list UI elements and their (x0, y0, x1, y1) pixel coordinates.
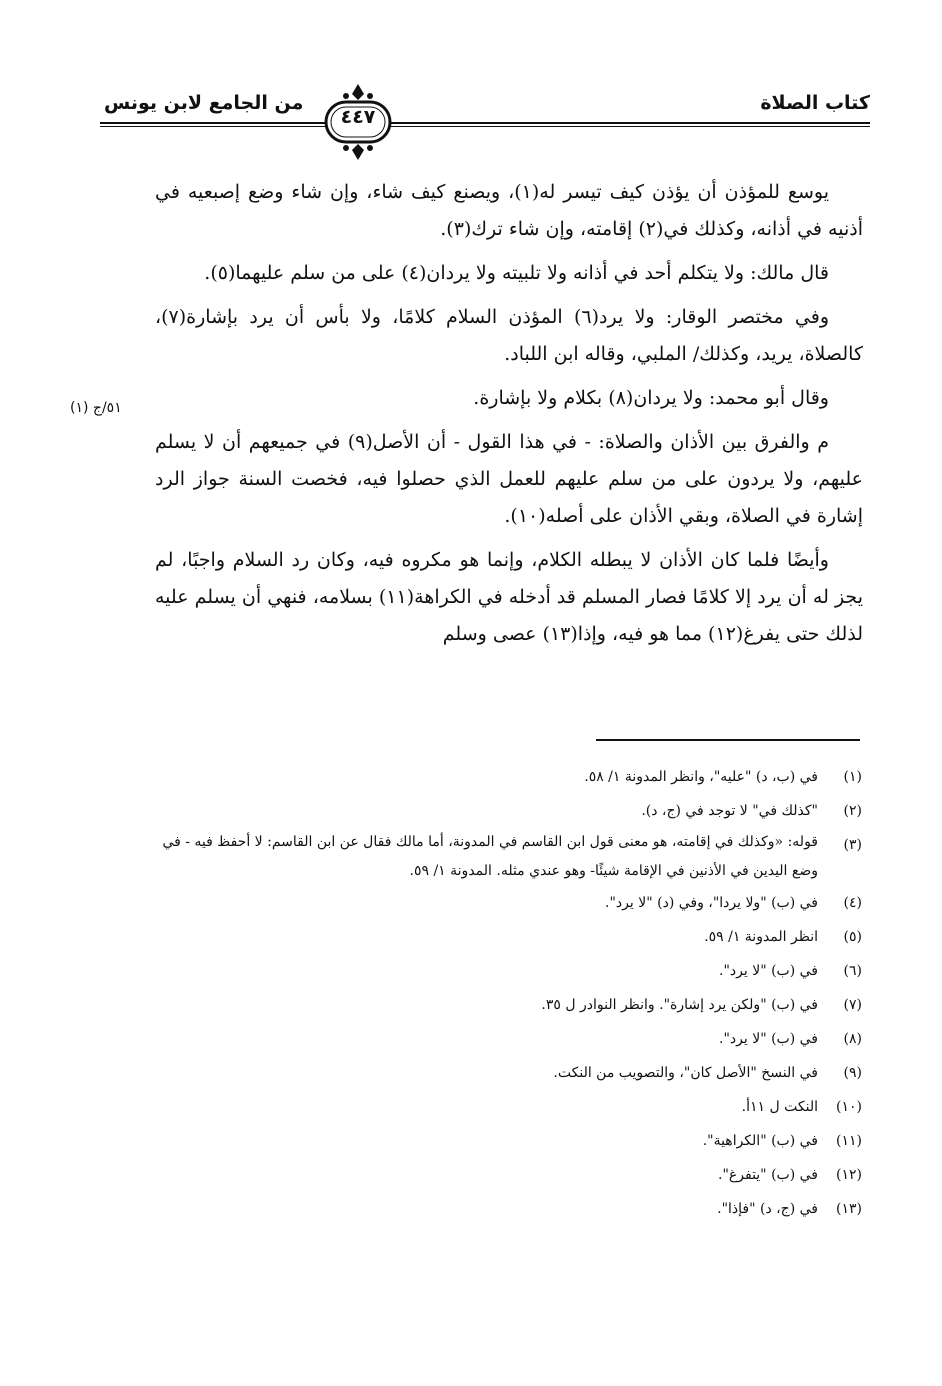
paragraph: م والفرق بين الأذان والصلاة: - في هذا القول - أن الأصل(٩) في جميعهم أن لا يسلم عليهم، ولا يردون على من سلم عليهم للعمل الذي حصلوا فيه، فخصت السنة جواز الرد إشارة في الصلاة، وبقي الأذان على أصله(١٠). (155, 431, 863, 527)
footnote-number: (١٠) (836, 1099, 862, 1115)
footnote-number: (٦) (843, 963, 862, 979)
footnote (150, 1158, 862, 1192)
paragraph: وأيضًا فلما كان الأذان لا يبطله الكلام، وإنما هو مكروه فيه، وكان رد السلام واجبًا، لم يجز له أن يرد إلا كلامًا فصار المسلم قد أدخله في الكراهة(١١) بسلامه، فنهي أن يسلم عليه لذلك حتى يفرغ(١٢) مما هو فيه، وإذا(١٣) عصى وسلم (155, 549, 863, 645)
footnote-text: في (ب، د) "عليه"، وانظر المدونة ١/ ٥٨. (584, 769, 818, 785)
footnote (150, 1192, 862, 1226)
footnote (150, 920, 862, 954)
footnote-text: في (ب) "لا يرد". (719, 1031, 818, 1047)
footnote (150, 886, 862, 920)
paragraph: وقال أبو محمد: ولا يردان(٨) بكلام ولا بإشارة. (473, 387, 829, 409)
footnote-text: في (ب) "ولكن يرد إشارة". وانظر النوادر ل ٣٥. (541, 997, 818, 1013)
header-rule (100, 122, 870, 124)
footnote-number: (٣) (843, 837, 862, 853)
header-rule-thin (100, 126, 870, 127)
footnote-text: في (ج، د) "فإذا". (717, 1201, 818, 1217)
footnote-number: (٧) (843, 997, 862, 1013)
footnote-text: في (ب) "يتفرغ". (718, 1167, 818, 1183)
footnote (150, 760, 862, 794)
main-text (155, 174, 863, 660)
footnote-number: (٥) (843, 929, 862, 945)
paragraph: وفي مختصر الوقار: ولا يرد(٦) المؤذن السلام كلامًا، ولا بأس أن يرد بإشارة(٧)، كالصلاة، يريد، وكذلك/ الملبي، وقاله ابن اللباد. (155, 306, 863, 365)
footnote-number: (١٢) (836, 1167, 862, 1183)
page-number-ornament (318, 82, 398, 162)
paragraph: قال مالك: ولا يتكلم أحد في أذانه ولا تلبيته ولا يردان(٤) على من سلم عليهما(٥). (204, 262, 829, 284)
footnote-text: في النسخ "الأصل كان"، والتصويب من النكت. (553, 1065, 818, 1081)
footnote-number: (٨) (843, 1031, 862, 1047)
footnote (150, 794, 862, 828)
page-header (100, 86, 870, 166)
footnote (150, 828, 862, 886)
paragraph: يوسع للمؤذن أن يؤذن كيف تيسر له(١)، ويصنع كيف شاء، وإن شاء وضع إصبعيه في أذنيه في أذانه، وكذلك في(٢) إقامته، وإن شاء ترك(٣). (155, 181, 863, 240)
footnote-text: انظر المدونة ١/ ٥٩. (704, 929, 818, 945)
footnote (150, 1124, 862, 1158)
book-title: من الجامع لابن يونس (104, 92, 304, 114)
footnote-text: في (ب) "ولا يردا"، وفي (د) "لا يرد". (605, 895, 818, 911)
manuscript-margin-note: ٥١/ج (١) (70, 400, 122, 416)
footnotes-list (150, 760, 862, 1226)
footnote-number: (١) (843, 769, 862, 785)
footnote-text: قوله: «وكذلك في إقامته، هو معنى قول ابن القاسم في المدونة، أما مالك فقال عن ابن القاسم: لا أحفظ فيه - في وضع اليدين في الأذنين في الإقامة شيئًا- وهو عندي مثله. المدونة ١/ ٥٩. (162, 834, 818, 879)
page-number: ٤٤٧ (340, 106, 376, 128)
footnote-number: (٢) (843, 803, 862, 819)
footnote (150, 1022, 862, 1056)
footnote-text: في (ب) "لا يرد". (719, 963, 818, 979)
footnote (150, 1090, 862, 1124)
chapter-title: كتاب الصلاة (760, 92, 870, 114)
footnote-number: (٤) (843, 895, 862, 911)
footnote (150, 954, 862, 988)
footnote-text: النكت ل ١١أ. (741, 1099, 818, 1115)
footnote (150, 988, 862, 1022)
footnote-text: "كذلك في" لا توجد في (ج، د). (641, 803, 818, 819)
footnote-separator (596, 739, 860, 741)
footnote-text: في (ب) "الكراهية". (702, 1133, 818, 1149)
footnote-number: (١٣) (836, 1201, 862, 1217)
footnote-number: (٩) (843, 1065, 862, 1081)
footnote (150, 1056, 862, 1090)
footnote-number: (١١) (836, 1133, 862, 1149)
